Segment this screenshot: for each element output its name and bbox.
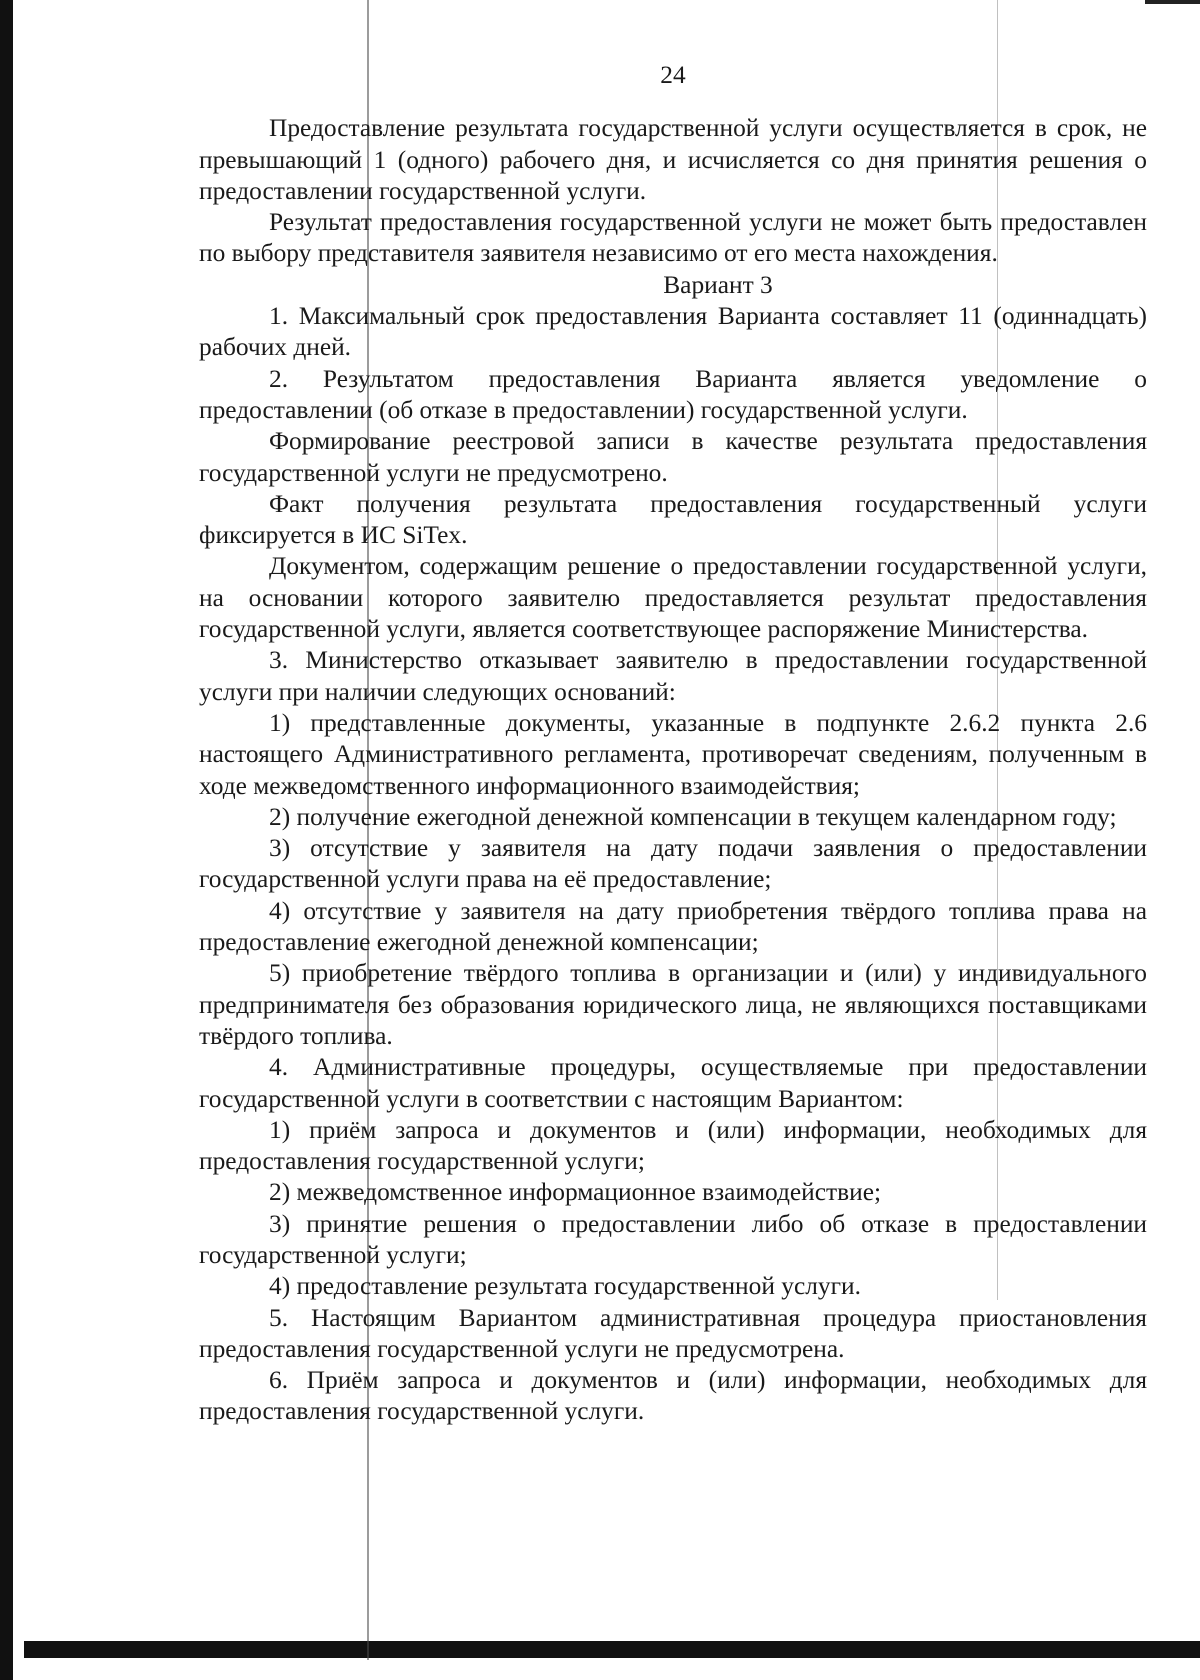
list-item: 1) представленные документы, указанные в подпункте 2.6.2 пункта 2.6 настоящего Административного регламента, противоречат сведениям, полученным в ходе межведомственного информационного взаимодействия;: [199, 708, 1147, 800]
paragraph: Предоставление результата государственной услуги осуществляется в срок, не превышающий 1 (одного) рабочего дня, и исчисляется со дня принятия решения о предоставлении государственной услуги.: [199, 114, 1147, 205]
paragraph: 1. Максимальный срок предоставления Варианта составляет 11 (одиннадцать) рабочих дней.: [199, 302, 1147, 362]
paragraph: 3. Министерство отказывает заявителю в предоставлении государственной услуги при наличии следующих оснований:: [199, 646, 1147, 706]
list-item: 2) получение ежегодной денежной компенсации в текущем календарном году;: [269, 802, 1117, 831]
scan-edge-bottom: [24, 1641, 1200, 1658]
paragraph: Формирование реестровой записи в качестве результата предоставления государственной услуги не предусмотрено.: [199, 427, 1147, 487]
scan-edge-left: [0, 0, 13, 1680]
list-item: 5) приобретение твёрдого топлива в организации и (или) у индивидуального предпринимателя без образования юридического лица, не являющихся поставщиками твёрдого топлива.: [199, 959, 1147, 1050]
list-item: 3) принятие решения о предоставлении либо об отказе в предоставлении государственной услуги;: [199, 1209, 1147, 1269]
scan-edge-top-right: [1145, 0, 1200, 4]
list-item: 1) приём запроса и документов и (или) информации, необходимых для предоставления государственной услуги;: [199, 1115, 1147, 1176]
variant-heading: Вариант 3: [663, 270, 773, 299]
list-item: 3) отсутствие у заявителя на дату подачи заявления о предоставлении государственной услуги права на её предоставление;: [199, 834, 1147, 894]
paragraph: 2. Результатом предоставления Варианта является уведомление о предоставлении (об отказе в предоставлении) государственной услуги.: [199, 364, 1147, 424]
list-item: 2) межведомственное информационное взаимодействие;: [269, 1178, 882, 1207]
document-page: [199, 60, 1147, 1428]
paragraph: 5. Настоящим Вариантом административная процедура приостановления предоставления государственной услуги не предусмотрена.: [199, 1303, 1147, 1363]
paragraph: 4. Административные процедуры, осуществляемые при предоставлении государственной услуги в соответствии с настоящим Вариантом:: [199, 1053, 1147, 1113]
paragraph: Результат предоставления государственной услуги не может быть предоставлен по выбору представителя заявителя независимо от его места нахождения.: [199, 208, 1147, 268]
list-item: 4) отсутствие у заявителя на дату приобретения твёрдого топлива права на предоставление ежегодной денежной компенсации;: [199, 896, 1147, 957]
paragraph: Документом, содержащим решение о предоставлении государственной услуги, на основании которого заявителю предоставляется результат предоставления государственной услуги, является соответствующее распоряжение Министерства.: [199, 552, 1147, 644]
paragraph: Факт получения результата предоставления государственный услуги фиксируется в ИС SiTex.: [199, 489, 1147, 550]
list-item: 4) предоставление результата государственной услуги.: [269, 1272, 861, 1301]
page-number: 24: [660, 61, 686, 89]
paragraph: 6. Приём запроса и документов и (или) информации, необходимых для предоставления государственной услуги.: [199, 1366, 1147, 1426]
